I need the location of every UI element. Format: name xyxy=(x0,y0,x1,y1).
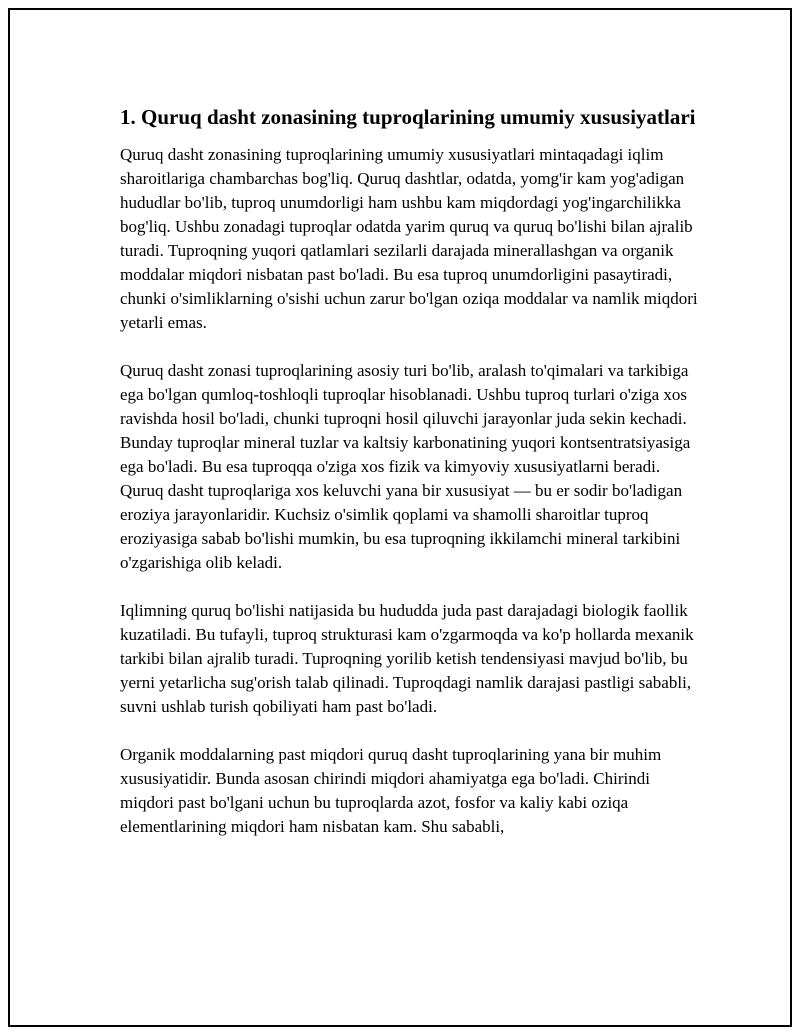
paragraph: Quruq dasht zonasi tuproqlarining asosiy turi bo'lib, aralash to'qimalari va tarkibiga ega bo'lgan qumloq-toshloqli tuproqlar hisoblanadi. Ushbu tuproq turlari o'ziga xos ravishda hosil bo'ladi, chunki tuproqni hosil qiluvchi jarayonlar juda sekin kechadi. Bunday tuproqlar mineral tuzlar va kaltsiy karbonatining yuqori kontsentratsiyasiga ega bo'ladi. Bu esa tuproqqa o'ziga xos fizik va kimyoviy xususiyatlarni beradi. Quruq dasht tuproqlariga xos keluvchi yana bir xususiyat — bu er sodir bo'ladigan eroziya jarayonlaridir. Kuchsiz o'simlik qoplami va shamolli sharoitlar tuproq eroziyasiga sabab bo'lishi mumkin, bu esa tuproqning ikkilamchi mineral tarkibini o'zgarishiga olib keladi. xyxy=(120,361,691,572)
page-frame xyxy=(8,8,792,1027)
section-heading: 1. Quruq dasht zonasining tuproqlarining umumiy xususiyatlari xyxy=(120,105,696,129)
paragraph: Quruq dasht zonasining tuproqlarining umumiy xususiyatlari mintaqadagi iqlim sharoitlariga chambarchas bog'liq. Quruq dashtlar, odatda, yomg'ir kam yog'adigan hududlar bo'lib, tuproq unumdorligi ham ushbu kam miqdordagi yog'ingarchilikka bog'liq. Ushbu zonadagi tuproqlar odatda yarim quruq va quruq bo'lishi bilan ajralib turadi. Tuproqning yuqori qatlamlari sezilarli darajada minerallashgan va organik moddalar miqdori nisbatan past bo'ladi. Bu esa tuproq unumdorligini pasaytiradi, chunki o'simliklarning o'sishi uchun zarur bo'lgan oziqa moddalar va namlik miqdori yetarli emas. xyxy=(120,145,698,332)
paragraph: Organik moddalarning past miqdori quruq dasht tuproqlarining yana bir muhim xususiyatidir. Bunda asosan chirindi miqdori ahamiyatga ega bo'ladi. Chirindi miqdori past bo'lgani uchun bu tuproqlarda azot, fosfor va kaliy kabi oziqa elementlarining miqdori ham nisbatan kam. Shu sababli, xyxy=(120,745,662,836)
paragraph: Iqlimning quruq bo'lishi natijasida bu hududda juda past darajadagi biologik faollik kuzatiladi. Bu tufayli, tuproq strukturasi kam o'zgarmoqda va ko'p hollarda mexanik tarkibi bilan ajralib turadi. Tuproqning yorilib ketish tendensiyasi mavjud bo'lib, bu yerni yetarlicha sug'orish talab qilinadi. Tuproqdagi namlik darajasi pastligi sababli, suvni ushlab turish qobiliyati ham past bo'ladi. xyxy=(120,601,694,716)
document-body xyxy=(120,103,700,839)
